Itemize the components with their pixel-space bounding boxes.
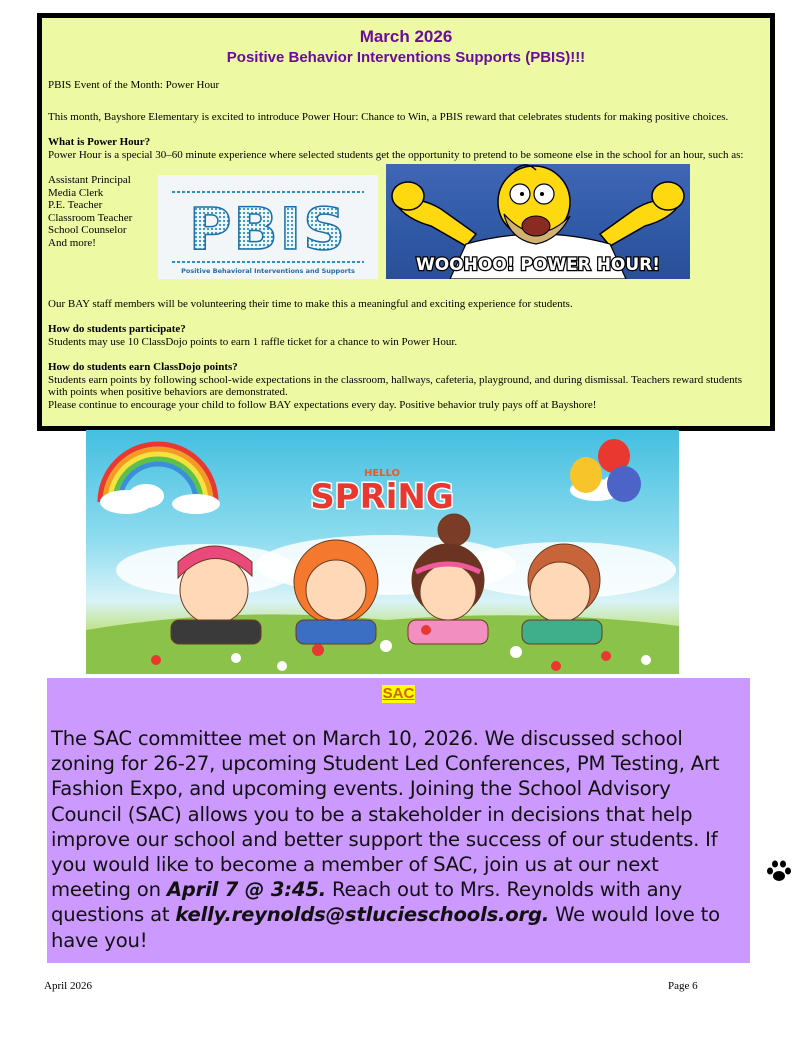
pbis-program-title: Positive Behavior Interventions Supports (PBIS)!!! [226, 49, 586, 66]
pbis-section [37, 13, 775, 431]
roles-list [48, 174, 132, 250]
list-item: Media Clerk [48, 186, 104, 199]
participate-text: Students may use 10 ClassDojo points to earn 1 raffle ticket for a chance to win Power Hour. [48, 336, 458, 348]
closing-line: Please continue to encourage your child to follow BAY expectations every day. Positive behavior truly pays off at Bayshore! [48, 399, 597, 411]
list-item: Classroom Teacher [48, 211, 133, 224]
footer-date: April 2026 [44, 980, 92, 992]
sac-section [47, 678, 750, 963]
sac-text-1: The SAC committee met on March 10, 2026. We discussed school zoning for 26-27, upcoming Student Led Conferences, PM Testing, Art Fashion Expo, and upcoming events. Joining the School Advisory Council (SAC) allows you to be a stakeholder in decisions that help improve our school and better support the success of our students. If you would like to become a member of SAC, join us at our next meeting on [51, 727, 720, 902]
meeting-date: April 7 @ 3:45. [166, 878, 326, 902]
sac-text-2: Reach out to Mrs. Reynolds with any questions at [51, 878, 683, 927]
list-item: School Counselor [48, 224, 127, 237]
hello-spring-image [86, 430, 679, 674]
list-item: P.E. Teacher [48, 199, 103, 212]
spring-text: SPRiNG [310, 477, 454, 517]
power-hour-caption: WOOHOO! POWER HOUR! [415, 255, 661, 275]
list-item: And more! [48, 236, 96, 249]
sac-paragraph [51, 726, 741, 953]
participate-heading: How do students participate? [48, 323, 186, 335]
sac-heading: SAC [382, 685, 415, 702]
earn-heading: How do students earn ClassDojo points? [48, 361, 238, 373]
pbis-logo-image [158, 175, 378, 279]
contact-email[interactable]: kelly.reynolds@stlucieschools.org. [175, 903, 550, 927]
power-hour-image [386, 164, 690, 279]
paw-print-icon [765, 858, 793, 886]
month-title: March 2026 [359, 27, 453, 46]
logo-subtitle: Positive Behavioral Interventions and Supports [181, 267, 355, 275]
hello-text: HELLO [363, 468, 401, 479]
list-item: Assistant Principal [48, 174, 131, 186]
what-text: Power Hour is a special 30–60 minute experience where selected students get the opportunity to pretend to be someone else in the school for an hour, such as: [48, 149, 744, 161]
earn-text: Students earn points by following school-wide expectations in the classroom, hallways, cafeteria, playground, and during dismissal. Teachers reward students with points when positive behaviors are demonstrated. [48, 374, 742, 399]
intro-paragraph: This month, Bayshore Elementary is excited to introduce Power Hour: Chance to Win, a PBIS reward that celebrates students for making positive choices. [48, 111, 729, 123]
staff-line: Our BAY staff members will be volunteering their time to make this a meaningful and exciting experience for students. [48, 298, 573, 310]
what-heading: What is Power Hour? [48, 136, 151, 148]
footer-page-number: Page 6 [668, 980, 698, 992]
event-line: PBIS Event of the Month: Power Hour [48, 79, 220, 91]
sac-text-3: We would love to have you! [51, 903, 720, 952]
logo-text: PBIS [188, 195, 348, 263]
